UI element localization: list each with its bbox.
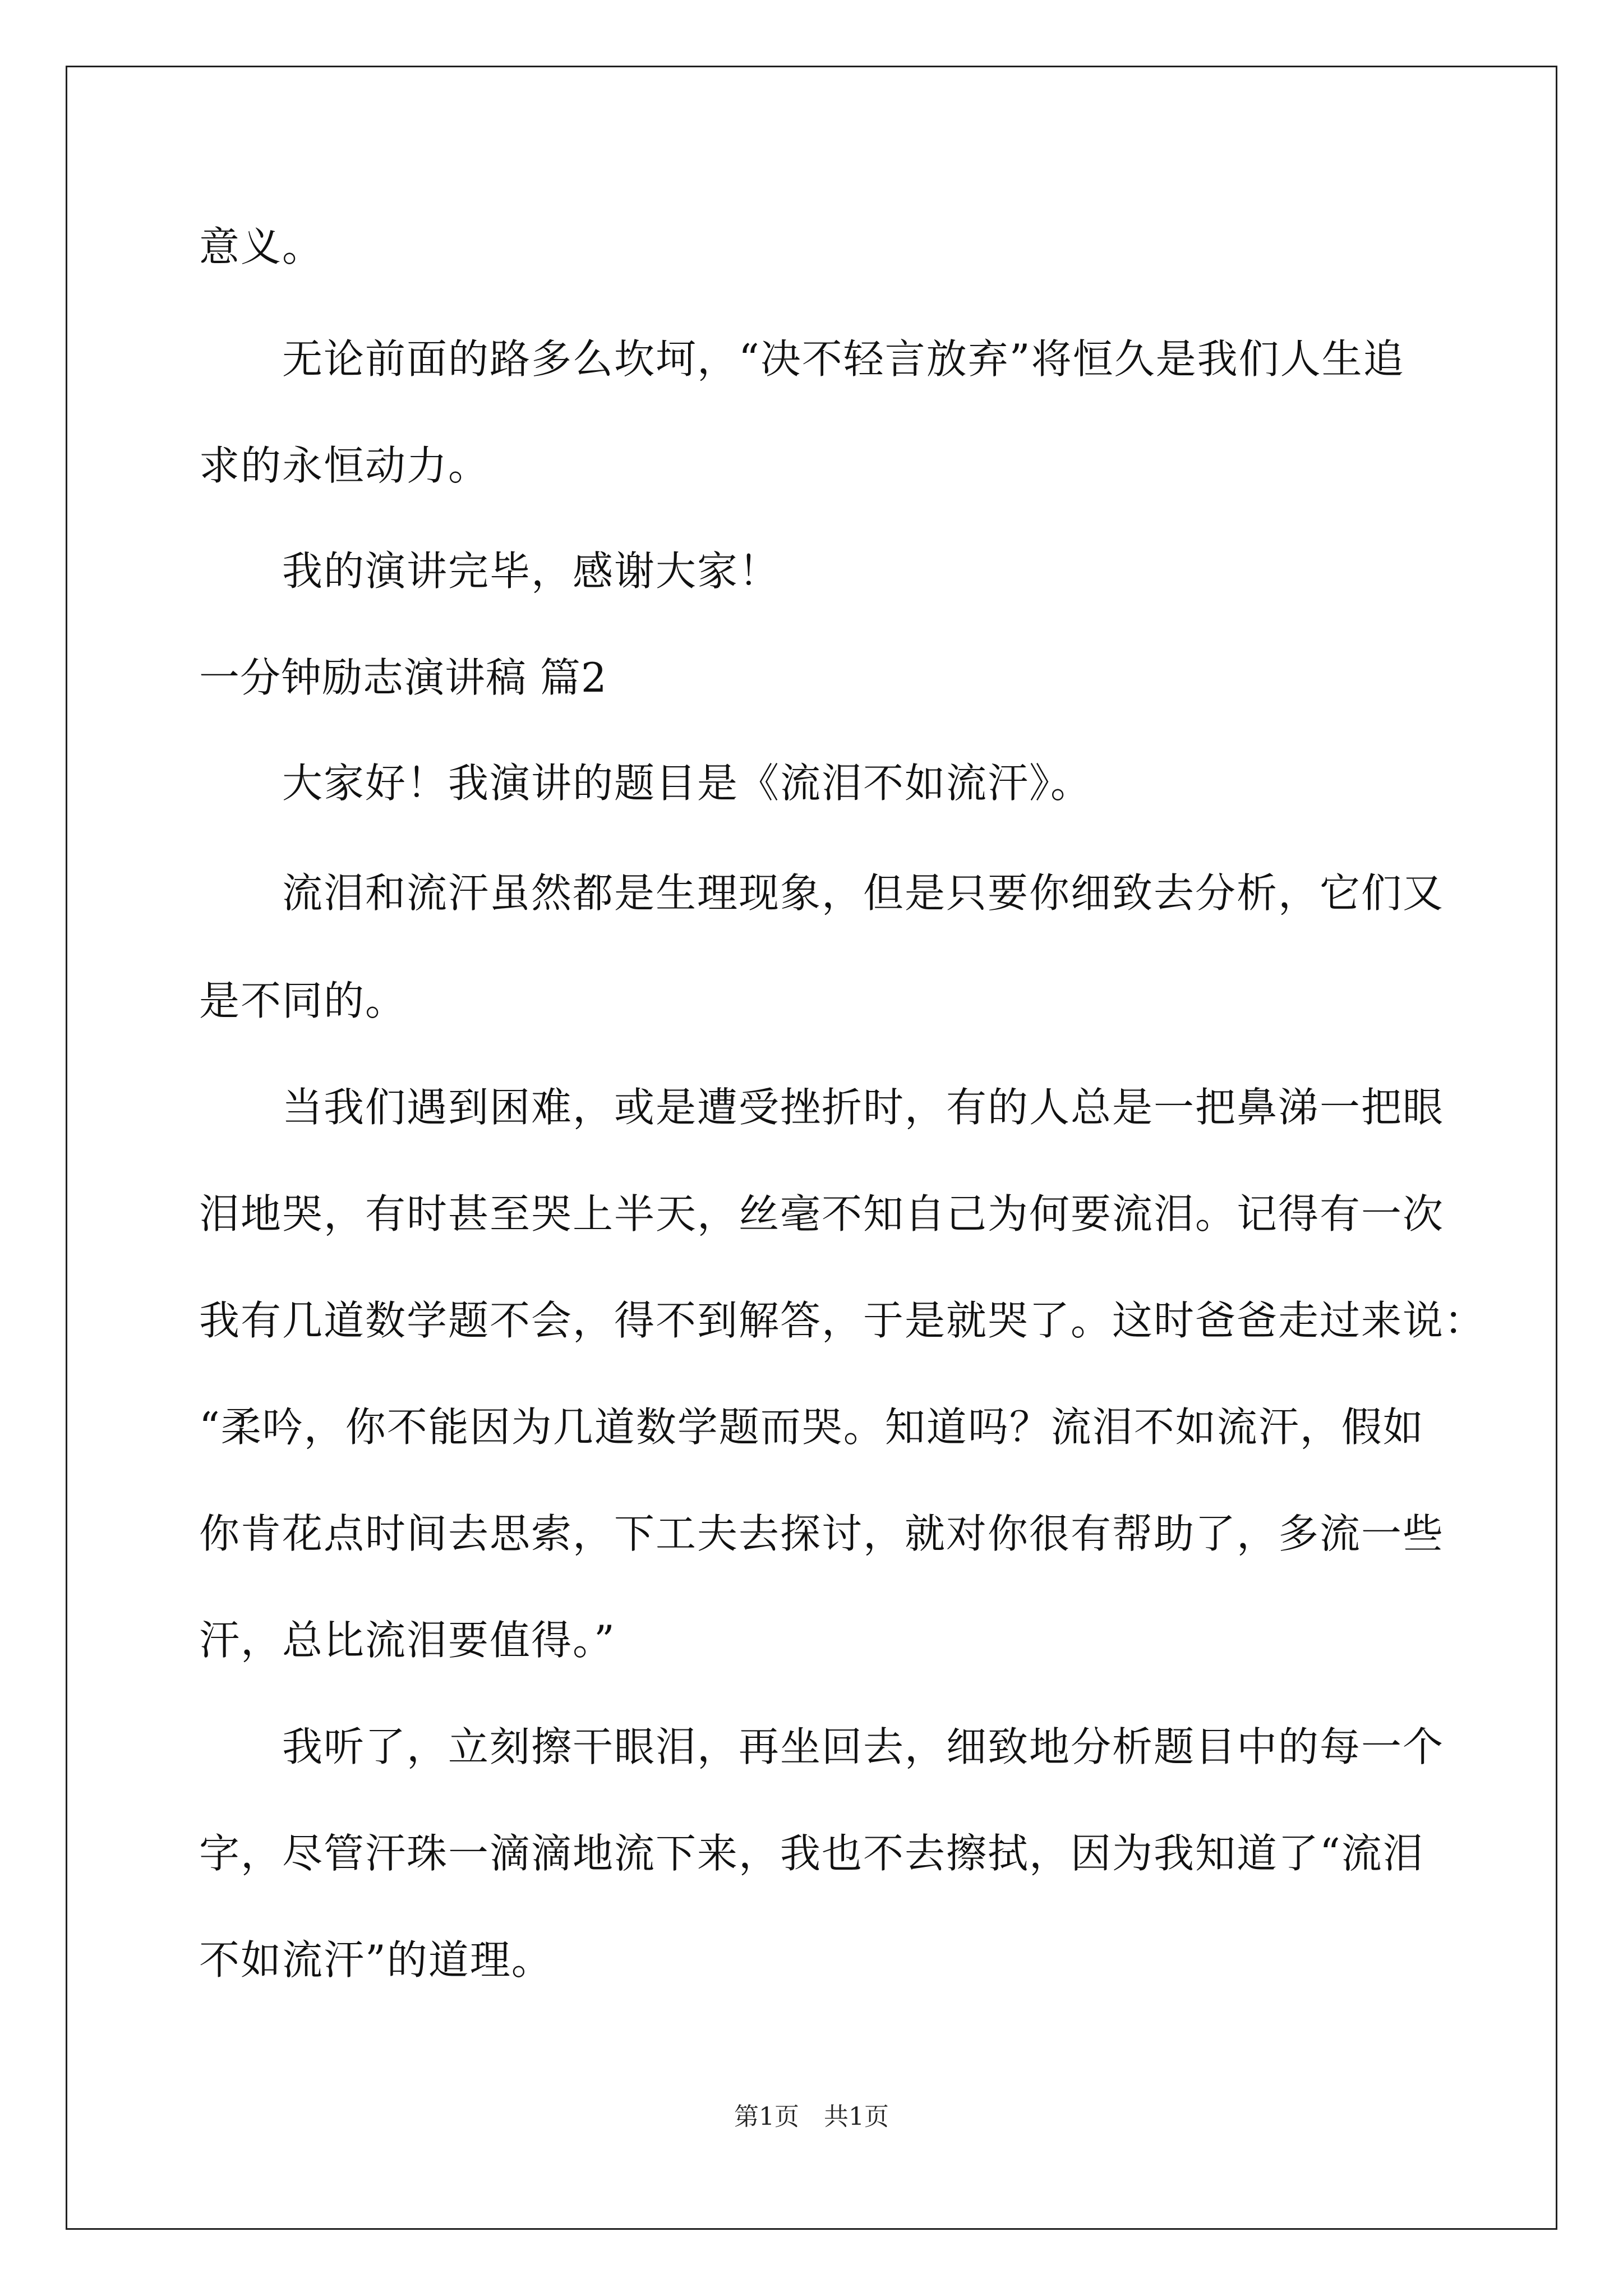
paragraph-line: 是不同的。 (199, 977, 407, 1024)
paragraph-line: 意义。 (199, 223, 324, 270)
paragraph-line: 大家好！我演讲的题目是《流泪不如流汗》。 (282, 760, 1092, 807)
paragraph-line: 字，尽管汗珠一滴滴地流下来，我也不去擦拭，因为我知道了“流泪 (199, 1830, 1424, 1877)
section-heading: 一分钟励志演讲稿 篇2 (199, 654, 607, 701)
paragraph-line: 当我们遇到困难，或是遭受挫折时，有的人总是一把鼻涕一把眼 (282, 1084, 1445, 1131)
paragraph-line: 泪地哭，有时甚至哭上半天，丝毫不知自己为何要流泪。记得有一次 (199, 1190, 1445, 1237)
paragraph-line: 我听了，立刻擦干眼泪，再坐回去，细致地分析题目中的每一个 (282, 1723, 1445, 1770)
paragraph-line: 无论前面的路多么坎坷，“决不轻言放弃”将恒久是我们人生追 (282, 335, 1405, 383)
paragraph-line: 汗，总比流泪要值得。” (199, 1617, 616, 1664)
paragraph-line: 求的永恒动力。 (199, 442, 490, 489)
paragraph-line: 我有几道数学题不会，得不到解答，于是就哭了。这时爸爸走过来说： (199, 1297, 1486, 1344)
paragraph-line: 你肯花点时间去思索，下工夫去探讨，就对你很有帮助了，多流一些 (199, 1510, 1445, 1557)
paragraph-line: 我的演讲完毕，感谢大家！ (282, 547, 781, 595)
paragraph-line: 不如流汗”的道理。 (199, 1936, 553, 1984)
page-border (66, 66, 1557, 2230)
page-footer: 第1页 共1页 (734, 2102, 889, 2131)
paragraph-line: 流泪和流汗虽然都是生理现象，但是只要你细致去分析，它们又 (282, 869, 1445, 917)
paragraph-line: “柔吟，你不能因为几道数学题而哭。知道吗？流泪不如流汗，假如 (199, 1404, 1424, 1451)
